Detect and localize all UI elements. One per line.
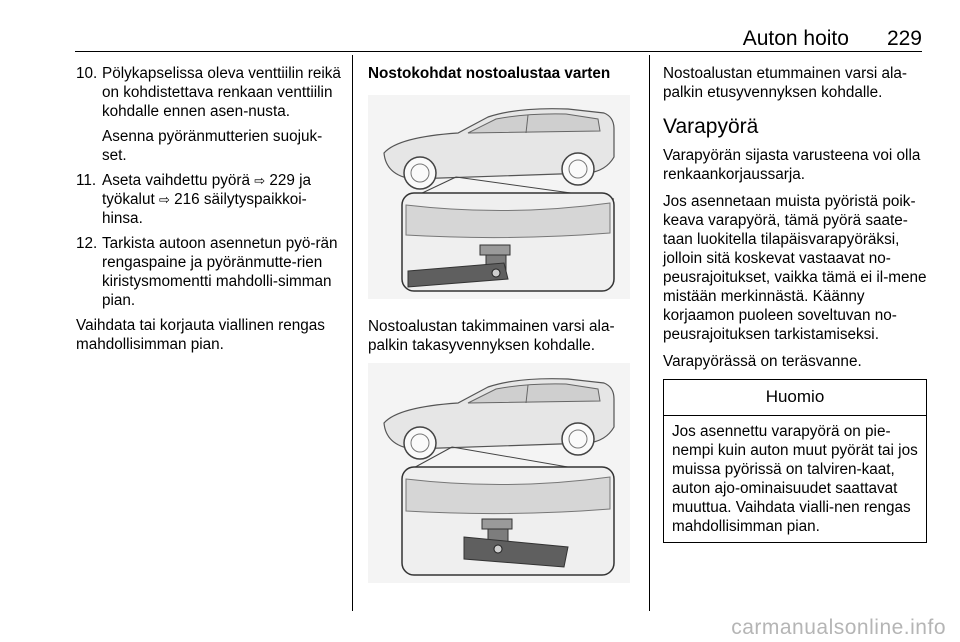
item-number: 12. <box>76 235 98 252</box>
header-rule <box>75 51 922 52</box>
page-number: 229 <box>886 27 922 50</box>
car-rear-lift-illustration <box>368 363 630 583</box>
section-heading: Nostokohdat nostoalustaa varten <box>368 65 611 82</box>
arrow-icon: ⇨ <box>254 173 266 188</box>
list-item <box>76 171 344 228</box>
header-title <box>743 26 922 52</box>
arrow-icon: ⇨ <box>158 192 170 207</box>
paragraph: Varapyörässä on teräsvanne. <box>663 353 862 370</box>
page-reference[interactable]: 229 <box>269 172 295 189</box>
list-item <box>76 234 344 310</box>
list-item <box>76 64 344 165</box>
item-subtext: Asenna pyöränmutterien suojuk-set. <box>102 128 323 164</box>
middle-column <box>368 64 640 583</box>
rear-lift-point-figure <box>368 363 630 583</box>
item-number: 10. <box>76 65 98 82</box>
front-lift-text: Nostoalustan etummainen varsi ala-palkin etusyvennyksen kohdalle. <box>663 65 908 101</box>
front-lift-point-figure <box>368 95 630 299</box>
paragraph: Varapyörän sijasta varusteena voi olla renkaankorjaussarja. <box>663 147 921 183</box>
notice-body: Jos asennettu varapyörä on pie-nempi kuin auton muut pyörät tai jos muissa pyörissä on talviren-kaat, auton ajo-ominaisuudet saattavat muuttua. Vaihdata vialli-nen rengas mahdollisimman pian. <box>672 423 918 535</box>
column-divider-left <box>352 55 353 611</box>
item-number: 11. <box>76 172 97 189</box>
notice-box <box>663 379 927 543</box>
left-column <box>76 64 344 362</box>
notice-heading: Huomio <box>664 380 926 416</box>
car-front-lift-illustration <box>368 95 630 299</box>
item-text: Tarkista autoon asennetun pyö-rän rengaspaine ja pyöränmutte-rien kiristysmomentti mahdolli-simman pian. <box>102 235 338 309</box>
right-column <box>663 64 927 543</box>
page-reference[interactable]: 216 <box>174 191 200 208</box>
paragraph: Jos asennetaan muista pyöristä poik-keava varapyörä, tämä pyörä saate-taan luokitella tilapäisvarapyöräksi, jolloin sitä koskevat vastaavat no-peusrajoitukset, vaikka tämä ei il-mene mistään merkinnästä. Käänny korjaamon puoleen soveltuvan no-peusrajoituksen tarkistamiseksi. <box>663 193 927 343</box>
item-text: Aseta vaihdettu pyörä <box>102 172 250 189</box>
closing-paragraph: Vaihdata tai korjauta viallinen rengas mahdollisimman pian. <box>76 317 325 353</box>
column-divider-right <box>649 55 650 611</box>
watermark: carmanualsonline.info <box>731 616 946 639</box>
item-text: Pölykapselissa oleva venttiilin reikä on kohdistettava renkaan venttiilin kohdalle ennen asen-nusta. <box>102 65 341 120</box>
rear-lift-caption: Nostoalustan takimmainen varsi ala-palkin takasyvennyksen kohdalle. <box>368 318 615 354</box>
section-title: Varapyörä <box>663 115 759 138</box>
item-text: säilytyspaikkoi-hinsa. <box>102 191 307 227</box>
item-text: ja työkalut <box>102 172 312 208</box>
chapter-title: Auton hoito <box>742 27 849 50</box>
